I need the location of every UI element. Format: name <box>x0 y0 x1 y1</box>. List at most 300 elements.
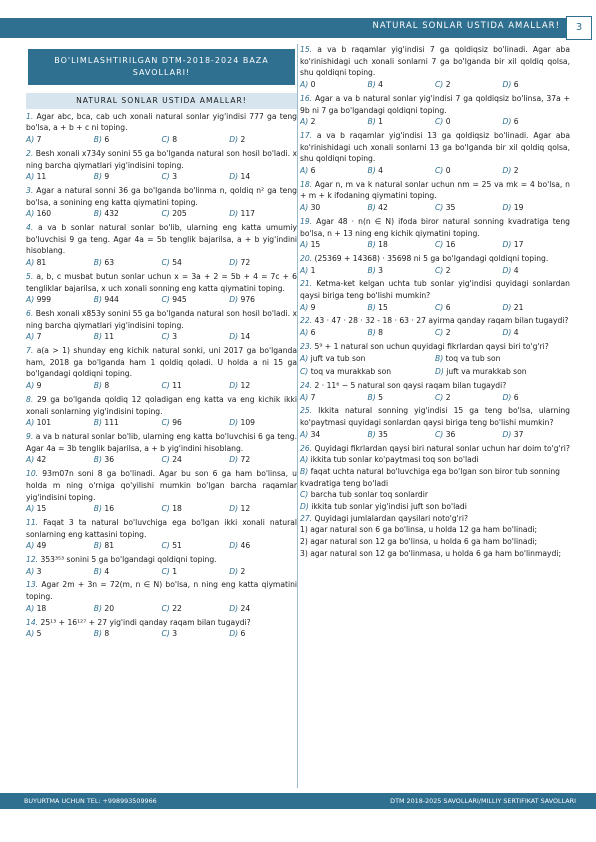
answer-value: 30 <box>310 203 321 213</box>
answer-letter: B) <box>93 172 102 182</box>
answer-value: 35 <box>378 429 388 439</box>
answer-value: juft va murakkab son <box>446 367 527 377</box>
question-text <box>300 93 570 116</box>
answer-letter: B) <box>93 332 102 342</box>
answer-value: 2 <box>445 328 451 338</box>
answer-option-c <box>162 134 230 146</box>
answer-option-c <box>435 429 503 441</box>
answer-option-a <box>26 294 94 306</box>
answer-option-c <box>162 257 230 269</box>
answer-value: 35 <box>445 203 456 213</box>
answer-row <box>26 540 297 552</box>
answer-value: 12 <box>240 381 251 391</box>
answer-option-c <box>435 239 503 251</box>
answer-value: 3 <box>172 172 178 182</box>
answer-option-c <box>300 366 435 378</box>
answer-letter: A) <box>300 455 309 465</box>
answer-letter: C) <box>435 328 444 338</box>
answer-option-d <box>229 503 297 515</box>
footer-source: DTM 2018-2025 SAVOLLARI/MILLIY SERTIFIKAT SAVOLLARI <box>390 797 576 805</box>
answer-option-d <box>229 208 297 220</box>
question-text <box>26 148 297 171</box>
answer-letter: A) <box>26 381 35 391</box>
answer-value: 37 <box>513 429 524 439</box>
answer-option-b <box>94 503 162 515</box>
question-number: 3. <box>26 185 34 195</box>
answer-option-a <box>300 116 368 128</box>
question-number: 27. <box>300 513 313 523</box>
answer-option-b <box>94 454 162 466</box>
answer-value: 49 <box>36 541 47 551</box>
answer-letter: C) <box>435 117 444 127</box>
answer-row <box>26 294 297 306</box>
answer-option-b <box>368 165 436 177</box>
question-body: a, b, c musbat butun sonlar uchun x = 3a + 2 = 5b + 4 = 7c + 6 tengliklar bajarilsa, x uch xonali sonning eng katta qiymatini toping. <box>26 271 297 293</box>
question-number: 17. <box>300 130 313 140</box>
answer-letter: D) <box>502 166 512 176</box>
answer-value: 81 <box>104 541 115 551</box>
answer-option-d <box>229 566 297 578</box>
answer-option-a <box>26 171 94 183</box>
question-number: 10. <box>26 469 39 479</box>
answer-value: 1 <box>378 117 383 127</box>
answer-letter: D) <box>502 429 512 439</box>
answer-value: 42 <box>36 455 47 465</box>
answer-value: 6 <box>513 392 519 402</box>
answer-option-c <box>435 302 503 314</box>
answer-value: 18 <box>36 603 47 613</box>
answer-letter: B) <box>367 203 376 213</box>
question-text <box>300 380 570 392</box>
answer-option-b <box>94 331 162 343</box>
right-column <box>300 44 570 560</box>
answer-option-a <box>300 265 368 277</box>
answer-option-a <box>300 79 368 91</box>
answer-option-d <box>435 366 570 378</box>
question-text <box>26 185 297 208</box>
question-number: 26. <box>300 443 313 453</box>
answer-value: 6 <box>513 80 519 90</box>
answer-option-b <box>94 380 162 392</box>
answer-option-b <box>368 265 436 277</box>
answer-letter: A) <box>300 117 309 127</box>
question-body: (25369 + 14368) · 35698 ni 5 ga bo'lgandagi qoldiqni toping. <box>314 253 549 263</box>
answer-row <box>300 392 570 404</box>
question-number: 12. <box>26 555 39 565</box>
answer-row <box>300 327 570 339</box>
question-body: Quyidagi fikrlardan qaysi biri natural sonlar uchun har doim to'g'ri? <box>314 443 570 453</box>
answer-value: 36 <box>445 429 456 439</box>
question-number: 23. <box>300 341 313 351</box>
answer-letter: A) <box>300 328 309 338</box>
answer-value: 11 <box>172 381 182 391</box>
answer-letter: B) <box>93 603 102 613</box>
answer-value: 18 <box>378 240 388 250</box>
answer-row <box>26 331 297 343</box>
answer-letter: C) <box>435 302 444 312</box>
answer-option-b <box>94 134 162 146</box>
answer-letter: C) <box>435 392 444 402</box>
answer-option-c <box>162 566 230 578</box>
answer-option-d <box>229 628 297 640</box>
answer-letter: A) <box>26 209 35 219</box>
answer-value: 4 <box>513 265 519 275</box>
question-text <box>26 222 297 257</box>
answer-value: 160 <box>36 209 52 219</box>
answer-value: 8 <box>378 328 383 338</box>
answer-option-a <box>26 380 94 392</box>
answer-option-d <box>503 165 571 177</box>
answer-letter: B) <box>93 541 102 551</box>
question-text <box>26 468 297 503</box>
question-text <box>300 513 570 525</box>
answer-value: faqat uchta natural bo'luvchiga ega bo'lgan son biror tub sonning kvadratiga teng bo'ladi <box>300 466 560 488</box>
question-number: 16. <box>300 93 313 103</box>
answer-option-d <box>229 134 297 146</box>
question-body: 5⁹ + 1 natural son uchun quyidagi fikrlardan qaysi biri to'g'ri? <box>314 341 549 351</box>
answer-option-a <box>300 429 368 441</box>
question-body: Ikkita natural sonning yig'indisi 15 ga teng bo'lsa, ularning ko'paytmasi quyidagi sonlardan qaysi biriga teng bo'lishi mumkin? <box>300 406 570 428</box>
answer-value: barcha tub sonlar toq sonlardir <box>310 490 428 500</box>
answer-value: 8 <box>104 381 110 391</box>
answer-letter: A) <box>300 392 309 402</box>
answer-row <box>300 202 570 214</box>
answer-value: 20 <box>104 603 115 613</box>
answer-value: 945 <box>172 295 187 305</box>
answer-letter: B) <box>93 455 102 465</box>
question-number: 4. <box>26 223 34 233</box>
answer-option-d <box>229 417 297 429</box>
answer-letter: D) <box>229 566 239 576</box>
answer-letter: D) <box>229 455 239 465</box>
answer-row <box>26 628 297 640</box>
answer-letter: A) <box>300 203 309 213</box>
answer-option-b <box>368 392 436 404</box>
answer-option-b <box>94 566 162 578</box>
answer-row <box>26 171 297 183</box>
answer-option-c <box>435 165 503 177</box>
answer-value: 0 <box>445 117 451 127</box>
question-number: 11. <box>26 517 39 527</box>
answer-value: 2 <box>310 117 316 127</box>
answer-option-d <box>229 331 297 343</box>
answer-letter: B) <box>435 353 444 363</box>
answer-value: 15 <box>310 240 321 250</box>
question-text <box>300 130 570 165</box>
answer-value: 15 <box>378 302 388 312</box>
answer-row <box>26 380 297 392</box>
statement-item: 2) agar natural son 12 ga bo'linsa, u holda 6 ga ham bo'linadi; <box>300 537 538 547</box>
answer-value: 14 <box>240 332 251 342</box>
answer-value: ikkita tub sonlar ko'paytmasi toq son bo'ladi <box>310 455 479 465</box>
answer-value: 0 <box>445 166 451 176</box>
answer-row <box>300 366 570 378</box>
answer-option-b <box>94 257 162 269</box>
question-text <box>300 443 570 455</box>
answer-value: 51 <box>172 541 182 551</box>
answer-option-a <box>300 165 368 177</box>
answer-option-b <box>94 171 162 183</box>
answer-letter: B) <box>93 418 102 428</box>
answer-row <box>26 417 297 429</box>
answer-value: 8 <box>172 135 178 145</box>
answer-value: 11 <box>104 332 115 342</box>
answer-option-d <box>229 603 297 615</box>
answer-value: 4 <box>378 80 383 90</box>
answer-value: 109 <box>240 418 255 428</box>
answer-letter: D) <box>502 265 512 275</box>
question-body: Agar a natural sonni 36 ga bo'lganda bo'linma n, qoldiq n² ga teng bo'lsa, a sonining eng katta qiymatini toping. <box>26 185 297 207</box>
answer-option-b <box>94 417 162 429</box>
answer-letter: B) <box>93 258 102 268</box>
answer-value: 3 <box>36 566 42 576</box>
answer-row <box>300 429 570 441</box>
answer-option-c <box>162 331 230 343</box>
question-number: 20. <box>300 253 313 263</box>
answer-value: 19 <box>513 203 524 213</box>
answer-row <box>300 165 570 177</box>
question-number: 22. <box>300 316 313 326</box>
answer-option-a <box>26 603 94 615</box>
answer-value: 0 <box>310 80 316 90</box>
question-text <box>26 554 297 566</box>
statement-item: 1) agar natural son 6 ga bo'linsa, u holda 12 ga ham bo'linadi; <box>300 525 538 535</box>
answer-letter: B) <box>367 240 376 250</box>
answer-letter: B) <box>93 135 102 145</box>
answer-value: 117 <box>240 209 255 219</box>
answer-option-b <box>300 466 570 489</box>
answer-row <box>300 353 570 365</box>
answer-option-d <box>503 302 571 314</box>
answer-value: 36 <box>104 455 115 465</box>
answer-row <box>26 134 297 146</box>
answer-letter: B) <box>93 209 102 219</box>
answer-value: 9 <box>310 302 316 312</box>
answer-option-a <box>26 134 94 146</box>
answer-option-c <box>435 327 503 339</box>
answer-value: 944 <box>104 295 119 305</box>
answer-option-a <box>300 202 368 214</box>
answer-value: 12 <box>240 504 251 514</box>
question-text <box>300 278 570 301</box>
answer-option-c <box>162 171 230 183</box>
question-number: 21. <box>300 279 313 289</box>
answer-letter: A) <box>26 172 35 182</box>
answer-letter: B) <box>367 265 376 275</box>
answer-option-a <box>26 331 94 343</box>
answer-letter: A) <box>26 566 35 576</box>
answer-option-c <box>162 417 230 429</box>
question-text <box>26 517 297 540</box>
answer-option-c <box>162 380 230 392</box>
page-number: 3 <box>566 16 592 40</box>
page-header <box>0 0 596 40</box>
answer-option-a <box>300 327 368 339</box>
answer-option-c <box>162 603 230 615</box>
section-subheading: NATURAL SONLAR USTIDA AMALLAR! <box>26 93 297 109</box>
answer-letter: D) <box>502 302 512 312</box>
question-number: 7. <box>26 346 34 356</box>
question-text <box>300 341 570 353</box>
answer-value: 96 <box>172 418 182 428</box>
answer-option-d <box>229 380 297 392</box>
answer-letter: C) <box>161 135 170 145</box>
answer-value: 11 <box>36 172 47 182</box>
answer-value: 976 <box>240 295 255 305</box>
answer-value: 54 <box>172 258 182 268</box>
answer-value: 7 <box>310 392 316 402</box>
answer-value: 4 <box>513 328 519 338</box>
answer-letter: C) <box>161 209 170 219</box>
answer-option-d <box>300 501 570 513</box>
answer-letter: A) <box>26 504 35 514</box>
answer-letter: C) <box>435 166 444 176</box>
question-body: 29 ga bo'lganda qoldiq 12 qoladigan eng katta va eng kichik ikki xonali sonlarning yig'indisini toping. <box>26 394 297 416</box>
answer-letter: D) <box>300 502 309 512</box>
answer-option-c <box>162 294 230 306</box>
answer-value: 6 <box>240 629 246 639</box>
answer-letter: D) <box>502 328 512 338</box>
question-body: 43 · 47 · 28 · 32 - 18 · 63 · 27 ayirma qanday raqam bilan tugaydi? <box>314 316 569 326</box>
answer-value: 15 <box>36 504 47 514</box>
question-body: Agar 48 · n(n ∈ N) ifoda biror natural sonning kvadratiga teng bo'lsa, n + 13 ning eng kichik qiymatini toping. <box>300 216 570 238</box>
answer-value: 5 <box>36 629 42 639</box>
answer-option-d <box>503 392 571 404</box>
answer-letter: D) <box>229 381 239 391</box>
answer-value: 2 <box>240 135 246 145</box>
answer-value: 111 <box>104 418 119 428</box>
answer-letter: D) <box>502 80 512 90</box>
question-text <box>26 271 297 294</box>
answer-option-d <box>229 294 297 306</box>
answer-row <box>26 257 297 269</box>
question-number: 25. <box>300 406 313 416</box>
answer-letter: A) <box>26 603 35 613</box>
answer-letter: A) <box>300 80 309 90</box>
answer-option-a <box>26 503 94 515</box>
answer-option-d <box>503 265 571 277</box>
answer-option-b <box>94 208 162 220</box>
answer-option-c <box>435 116 503 128</box>
answer-letter: C) <box>161 332 170 342</box>
answer-option-d <box>503 116 571 128</box>
answer-value: 16 <box>445 240 456 250</box>
answer-letter: D) <box>502 117 512 127</box>
page-footer <box>0 793 596 809</box>
answer-letter: A) <box>26 295 35 305</box>
answer-value: 4 <box>378 166 383 176</box>
answer-value: 9 <box>36 381 42 391</box>
question-number: 5. <box>26 271 34 281</box>
answer-option-d <box>229 540 297 552</box>
answer-value: 34 <box>310 429 321 439</box>
question-body: a va b raqamlar yig'indisi 7 ga qoldiqsiz bo'linadi. Agar aba ko'rinishidagi uch xonali sonlarni 7 ga bo'lganda bir xil qoldiq qolsa, shu qoldiqni toping. <box>300 45 570 78</box>
question-text <box>300 216 570 239</box>
answer-value: 2 <box>445 392 451 402</box>
answer-letter: C) <box>435 80 444 90</box>
answer-option-d <box>503 202 571 214</box>
question-body: Quyidagi jumlalardan qaysilari noto'g'ri? <box>314 513 469 523</box>
answer-letter: B) <box>367 429 376 439</box>
answer-option-b <box>94 540 162 552</box>
answer-letter: B) <box>93 504 102 514</box>
answer-value: 5 <box>378 392 383 402</box>
answer-letter: D) <box>435 367 444 377</box>
answer-option-a <box>26 628 94 640</box>
column-divider <box>297 44 298 788</box>
question-text <box>300 44 570 79</box>
answer-letter: A) <box>26 135 35 145</box>
question-number: 8. <box>26 394 34 404</box>
question-body: Faqat 3 ta natural bo'luvchiga ega bo'lgan ikki xonali natural sonlarning eng kattasini toping. <box>26 517 297 539</box>
question-text <box>26 431 297 454</box>
answer-letter: A) <box>26 629 35 639</box>
answer-value: juft va tub son <box>310 353 366 363</box>
answer-value: 14 <box>240 172 251 182</box>
answer-letter: C) <box>161 418 170 428</box>
question-number: 18. <box>300 179 313 189</box>
answer-option-d <box>229 454 297 466</box>
answer-option-d <box>503 239 571 251</box>
answer-value: 16 <box>104 504 115 514</box>
question-body: a va b natural sonlar bo'lib, ularning eng katta bo'luvchisi 6 ga teng. Agar 4a = 3b tenglik bajarilsa, a + b yig'indini hisoblang. <box>26 431 297 453</box>
answer-value: 6 <box>445 302 451 312</box>
answer-letter: D) <box>502 240 512 250</box>
answer-letter: B) <box>367 166 376 176</box>
question-body: a va b sonlar natural sonlar bo'lib, ularning eng katta umumiy bo'luvchisi 9 ga teng. Agar 4a = 5b tenglik bajarilsa, a + b yig'indini hisoblang. <box>26 223 297 256</box>
header-title: NATURAL SONLAR USTIDA AMALLAR! <box>372 21 560 31</box>
answer-value: 1 <box>310 265 316 275</box>
answer-option-a <box>26 540 94 552</box>
answer-option-d <box>503 429 571 441</box>
answer-letter: C) <box>161 504 170 514</box>
answer-option-c <box>162 503 230 515</box>
question-text <box>300 405 570 428</box>
answer-letter: D) <box>229 295 239 305</box>
question-text <box>300 253 570 265</box>
answer-value: toq va tub son <box>445 353 501 363</box>
answer-value: 24 <box>172 455 182 465</box>
question-body: 353³⁵³ sonini 5 ga bo'lgandagi qoldiqni toping. <box>40 555 217 565</box>
answer-value: 24 <box>240 603 251 613</box>
answer-letter: C) <box>161 172 170 182</box>
answer-value: 6 <box>310 166 316 176</box>
question-text <box>26 617 297 629</box>
answer-value: 22 <box>172 603 182 613</box>
answer-row <box>26 566 297 578</box>
question-body: a(a > 1) shunday eng kichik natural sonki, uni 2017 ga bo'lganda ham, 2018 ga bo'lganda ham 1 qoldiq qoladi. U holda a ni 15 ga bo'lgandagi qoldiqni toping. <box>26 346 297 379</box>
footer-contact: BUYURTMA UCHUN TEL: +998993509966 <box>24 797 157 805</box>
answer-option-a <box>26 566 94 578</box>
answer-option-b <box>368 239 436 251</box>
answer-option-a <box>26 417 94 429</box>
answer-option-b <box>368 116 436 128</box>
answer-letter: A) <box>300 265 309 275</box>
question-text <box>300 179 570 202</box>
answer-letter: B) <box>367 392 376 402</box>
question-number: 15. <box>300 45 313 54</box>
question-number: 1. <box>26 111 34 121</box>
answer-letter: D) <box>229 135 239 145</box>
question-text <box>26 308 297 331</box>
answer-option-b <box>368 327 436 339</box>
answer-letter: A) <box>300 353 309 363</box>
answer-letter: C) <box>161 541 170 551</box>
answer-option-b <box>435 353 570 365</box>
answer-letter: B) <box>93 629 102 639</box>
answer-letter: A) <box>300 429 309 439</box>
answer-letter: C) <box>435 265 444 275</box>
